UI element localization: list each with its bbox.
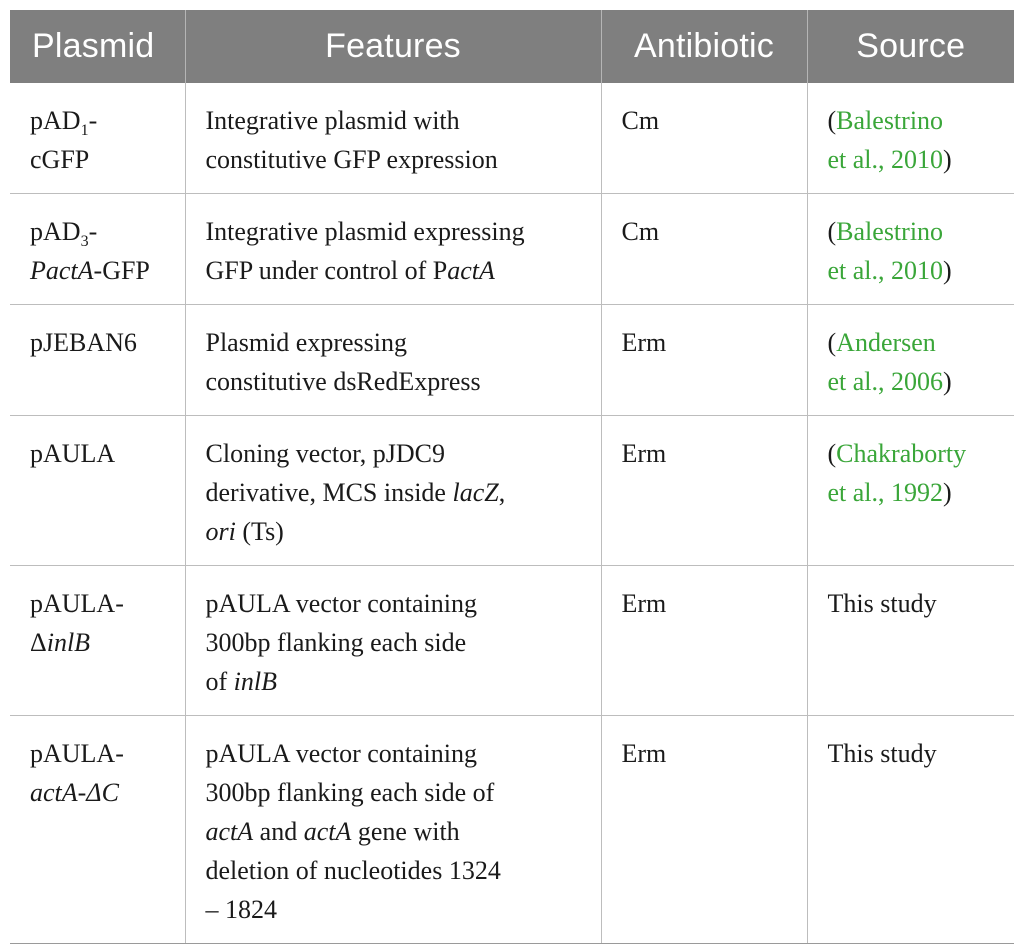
cell-features: Plasmid expressing constitutive dsRedExpress	[185, 305, 601, 416]
cell-source: (Chakraborty et al., 1992)	[807, 416, 1014, 566]
table-row	[10, 566, 1014, 716]
cell-antibiotic: Erm	[601, 305, 807, 416]
reference-link[interactable]: Balestrino	[836, 106, 944, 135]
header-features: Features	[185, 10, 601, 83]
header-plasmid: Plasmid	[10, 10, 185, 83]
reference-link[interactable]: et al., 2010	[827, 145, 944, 174]
cell-source: This study	[807, 716, 1014, 944]
cell-features: Integrative plasmid with constitutive GFP expression	[185, 83, 601, 194]
cell-plasmid: pAULA- ΔinlB	[10, 566, 185, 716]
cell-antibiotic: Erm	[601, 716, 807, 944]
cell-plasmid: pAD$_1$- cGFP	[10, 83, 185, 194]
cell-antibiotic: Erm	[601, 566, 807, 716]
cell-features: pAULA vector containing 300bp flanking each side of inlB	[185, 566, 601, 716]
reference-link[interactable]: et al., 2010	[827, 256, 944, 285]
cell-features: pAULA vector containing 300bp flanking each side of actA and actA gene with deletion of nucleotides 1324 – 1824	[185, 716, 601, 944]
cell-features: Integrative plasmid expressing GFP under control of PactA	[185, 194, 601, 305]
reference-link[interactable]: et al., 1992	[827, 478, 944, 507]
plasmid-table	[10, 10, 1014, 944]
cell-source: This study	[807, 566, 1014, 716]
table-row	[10, 305, 1014, 416]
cell-source: (Balestrino et al., 2010)	[807, 83, 1014, 194]
cell-plasmid: pAULA	[10, 416, 185, 566]
table-row	[10, 716, 1014, 944]
cell-features: Cloning vector, pJDC9 derivative, MCS inside lacZ, ori (Ts)	[185, 416, 601, 566]
cell-antibiotic: Cm	[601, 194, 807, 305]
cell-plasmid: pAD$_3$- PactA-GFP	[10, 194, 185, 305]
cell-source: (Andersen et al., 2006)	[807, 305, 1014, 416]
table-row	[10, 83, 1014, 194]
reference-link[interactable]: Andersen	[836, 328, 936, 357]
cell-antibiotic: Erm	[601, 416, 807, 566]
cell-plasmid: pJEBAN6	[10, 305, 185, 416]
cell-antibiotic: Cm	[601, 83, 807, 194]
reference-link[interactable]: Chakraborty	[836, 439, 967, 468]
table-row	[10, 194, 1014, 305]
header-antibiotic: Antibiotic	[601, 10, 807, 83]
cell-source: (Balestrino et al., 2010)	[807, 194, 1014, 305]
header-source: Source	[807, 10, 1014, 83]
table-row	[10, 416, 1014, 566]
cell-plasmid: pAULA- actA-ΔC	[10, 716, 185, 944]
reference-link[interactable]: Balestrino	[836, 217, 944, 246]
reference-link[interactable]: et al., 2006	[827, 367, 944, 396]
table-header	[10, 10, 1014, 83]
